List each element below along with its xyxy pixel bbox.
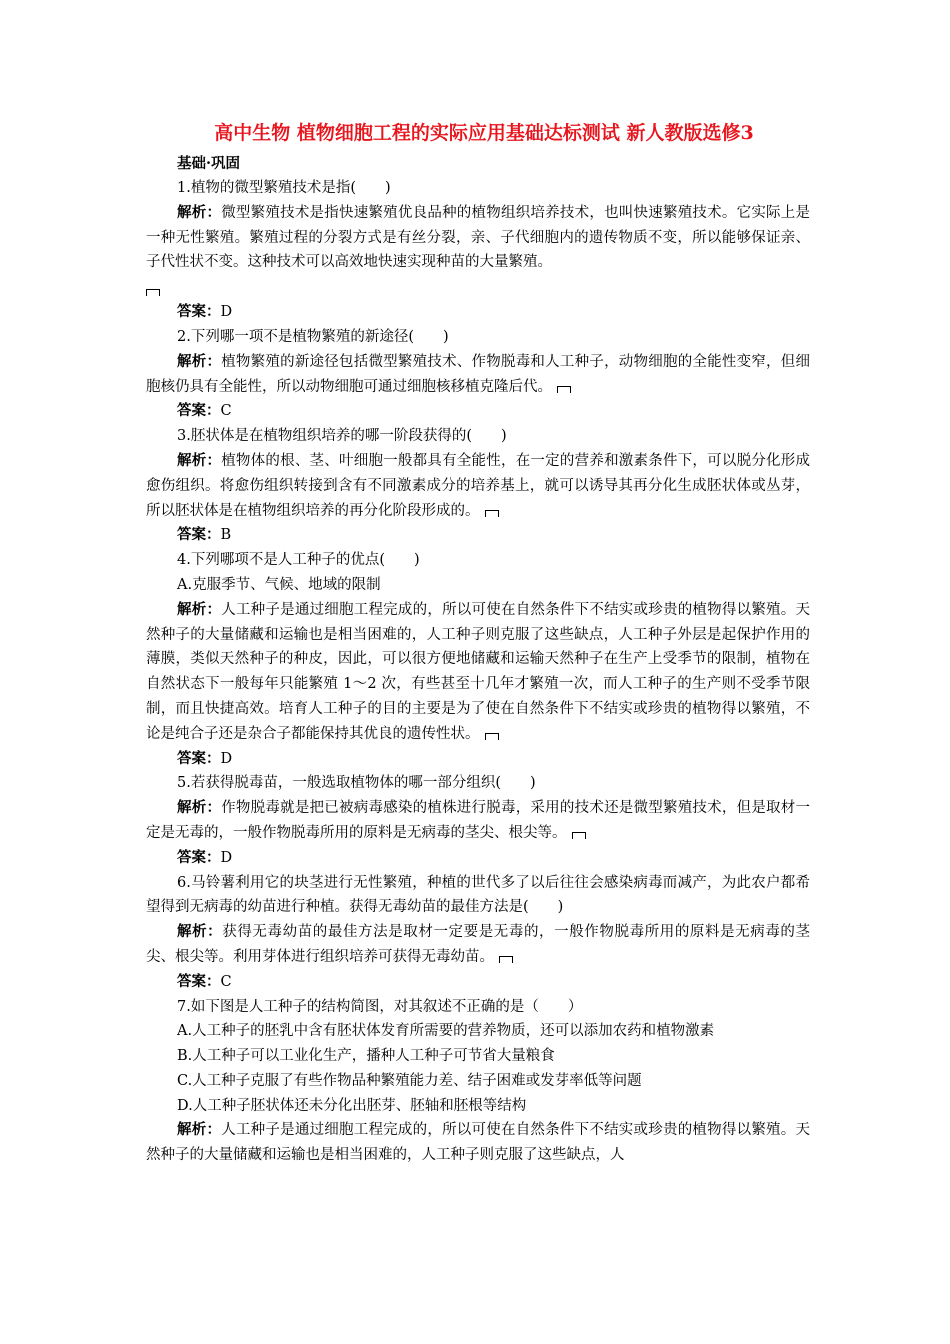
analysis-5 (146, 796, 810, 846)
analysis-label: 解析： (177, 352, 222, 370)
analysis-7-text: 人工种子是通过细胞工程完成的，所以可使在自然条件下不结实或珍贵的植物得以繁殖。天然种子的大量储藏和运输也是相当困难的，人工种子则克服了这些缺点，人 (146, 1122, 811, 1164)
analysis-2-text: 植物繁殖的新途径包括微型繁殖技术、作物脱毒和人工种子，动物细胞的全能性变窄，但细胞核仍具有全能性，所以动物细胞可通过细胞核移植克隆后代。 (146, 353, 811, 395)
analysis-3-text: 植物体的根、茎、叶细胞一般都具有全能性，在一定的营养和激素条件下，可以脱分化形成愈伤组织。将愈伤组织转接到含有不同激素成分的培养基上，就可以诱导其再分化生成胚状体或丛芽，所以胚状体是在植物组织培养的再分化阶段形成的。 (146, 452, 811, 519)
option-7a: A.人工种子的胚乳中含有胚状体发育所需要的营养物质，还可以添加农药和植物激素 (177, 1023, 715, 1040)
analysis-6-text: 获得无毒幼苗的最佳方法是取材一定要是无毒的，一般作物脱毒所用的原料是无病毒的茎尖、根尖等。利用芽体进行组织培养可获得无毒幼苗。 (146, 924, 811, 965)
answer-label: 答案： (177, 749, 221, 767)
section-heading: 基础·巩固 (177, 155, 241, 172)
answer-1 (146, 300, 810, 325)
analysis-1 (146, 201, 810, 275)
answer-label: 答案： (177, 402, 221, 420)
end-mark-icon (572, 832, 586, 839)
answer-6-value: C (220, 973, 232, 990)
answer-label: 答案： (177, 972, 221, 990)
answer-3-value: B (220, 527, 232, 544)
end-mark-line (146, 275, 810, 300)
option-4a: A.克服季节、气候、地域的限制 (177, 576, 381, 593)
question-2: 2.下列哪一项不是植物繁殖的新途径( ) (177, 328, 449, 345)
analysis-label: 解析： (177, 799, 222, 817)
answer-4 (146, 747, 810, 772)
answer-1-value: D (220, 304, 233, 321)
answer-5 (146, 846, 810, 871)
question-3: 3.胚状体是在植物组织培养的哪一阶段获得的( ) (177, 428, 507, 445)
analysis-label: 解析： (177, 923, 223, 941)
option-7d: D.人工种子胚状体还未分化出胚芽、胚轴和胚根等结构 (177, 1097, 527, 1114)
answer-5-value: D (220, 849, 233, 866)
answer-label: 答案： (177, 848, 221, 866)
analysis-label: 解析： (177, 203, 222, 221)
analysis-3 (146, 449, 810, 523)
end-mark-icon (499, 956, 513, 963)
end-mark-icon (146, 289, 160, 296)
answer-label: 答案： (177, 526, 221, 544)
document-page (146, 120, 810, 1168)
analysis-5-text: 作物脱毒就是把已被病毒感染的植株进行脱毒，采用的技术还是微型繁殖技术，但是取材一定是无毒的，一般作物脱毒所用的原料是无病毒的茎尖、根尖等。 (146, 800, 811, 841)
answer-label: 答案： (177, 303, 221, 321)
answer-6 (146, 970, 810, 995)
analysis-label: 解析： (177, 1121, 222, 1139)
answer-4-value: D (220, 750, 233, 767)
option-7b: B.人工种子可以工业化生产，播种人工种子可节省大量粮食 (177, 1048, 555, 1065)
question-1: 1.植物的微型繁殖技术是指( ) (177, 180, 391, 196)
analysis-7 (146, 1118, 810, 1168)
analysis-label: 解析： (177, 451, 222, 469)
end-mark-icon (485, 733, 499, 740)
analysis-label: 解析： (177, 600, 222, 618)
analysis-1-text: 微型繁殖技术是指快速繁殖优良品种的植物组织培养技术，也叫快速繁殖技术。它实际上是一种无性繁殖。繁殖过程的分裂方式是有丝分裂，亲、子代细胞内的遗传物质不变，所以能够保证亲、子代性状不变。这种技术可以高效地快速实现种苗的大量繁殖。 (146, 204, 811, 271)
document-title: 高中生物 植物细胞工程的实际应用基础达标测试 新人教版选修3 (214, 122, 754, 144)
analysis-4-text: 人工种子是通过细胞工程完成的，所以可使在自然条件下不结实或珍贵的植物得以繁殖。天然种子的大量储藏和运输也是相当困难的，人工种子则克服了这些缺点，人工种子外层是起保护作用的薄膜，类似天然种子的种皮，因此，可以很方便地储藏和运输天然种子在生产上受季节的限制，植物在自然状态下一般每年只能繁殖 1～2 次，有些甚至十几年才繁殖一次，而人工种子的生产则不受季节限制，而且快捷高效。培育人工种子的目的主要是为了使在自然条件下不结实或珍贵的植物得以繁殖，不论是纯合子还是杂合子都能保持其优良的遗传性状。 (146, 601, 811, 742)
answer-2-value: C (220, 403, 232, 420)
answer-2 (146, 399, 810, 424)
analysis-2 (146, 350, 810, 400)
end-mark-icon (557, 386, 571, 393)
question-4: 4.下列哪项不是人工种子的优点( ) (177, 552, 420, 569)
option-7c: C.人工种子克服了有些作物品种繁殖能力差、结子困难或发芽率低等问题 (177, 1072, 642, 1089)
answer-3 (146, 523, 810, 548)
analysis-6 (146, 920, 810, 970)
question-5: 5.若获得脱毒苗，一般选取植物体的哪一部分组织( ) (177, 775, 536, 792)
question-6: 6.马铃薯利用它的块茎进行无性繁殖，种植的世代多了以后往往会感染病毒而减产，为此农户都希望得到无病毒的幼苗进行种植。获得无毒幼苗的最佳方法是( ) (146, 874, 810, 916)
question-7: 7.如下图是人工种子的结构简图，对其叙述不正确的是（ ） (177, 998, 583, 1015)
analysis-4 (146, 598, 810, 747)
end-mark-icon (485, 510, 499, 517)
